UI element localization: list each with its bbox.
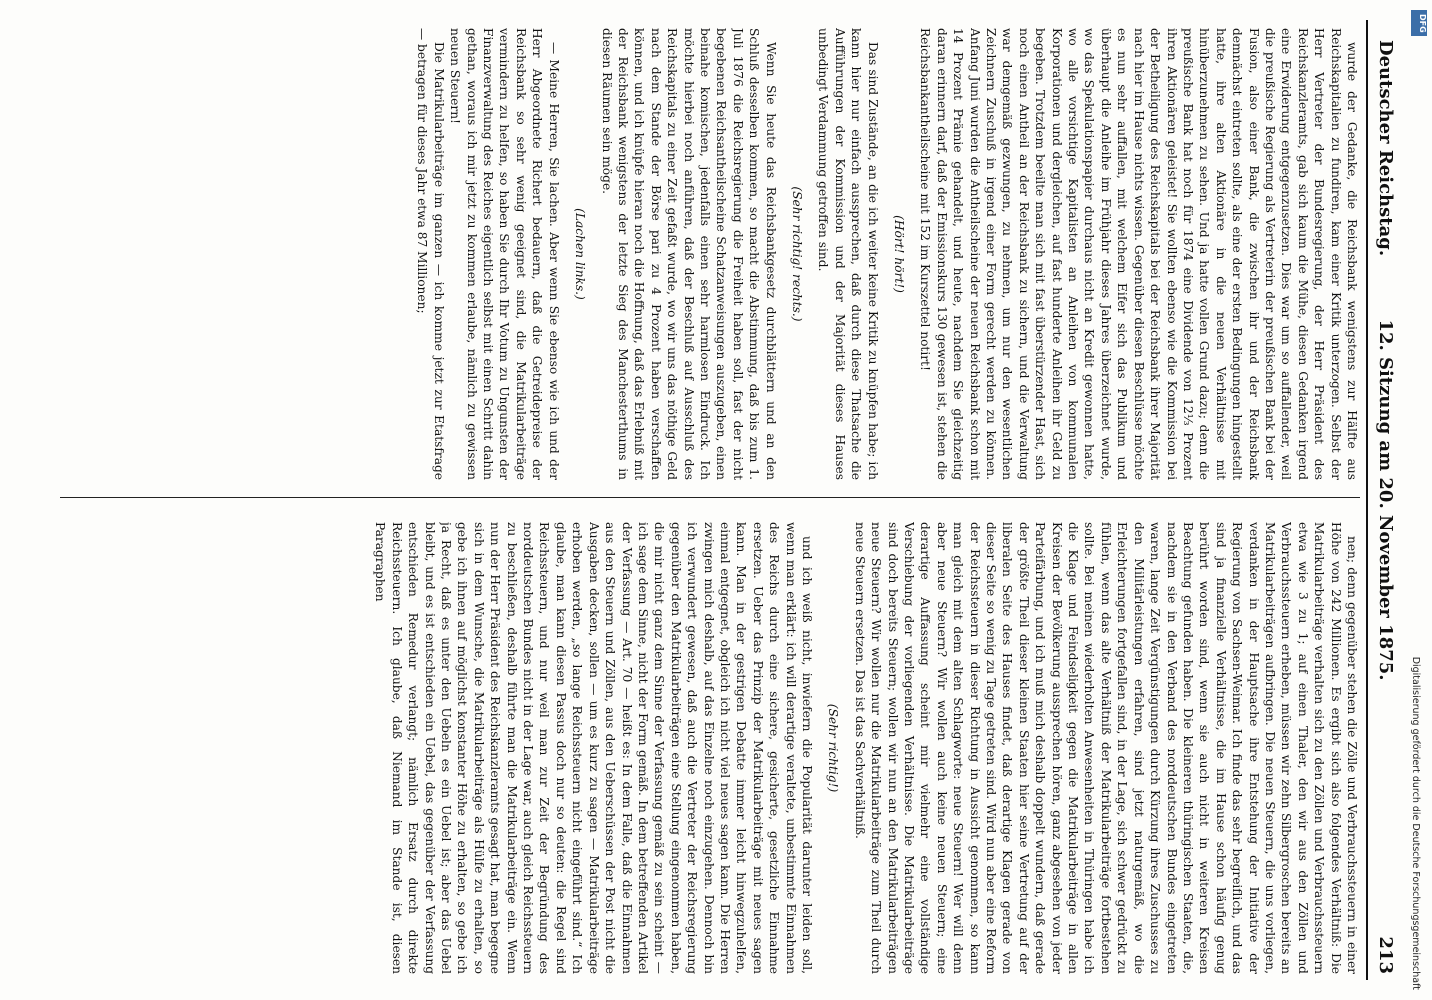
paragraph: — Meine Herren, Sie lachen. Aber wenn Sie ebenso wie ich und der Herr Abgeordnete Richert bedauern, daß die Getreidepreise der Reichsbank so sehr wenig geeignet sind, die Matrikularbeiträge vermindern zu helfen, so haben Sie durch Ihr Votum zu Ungunsten der Finanzverwaltung des Reiches eigentlich selbst mit einen Schritt dahin gethan, woraus ich mir jetzt zu kommen erlaube, nämlich zu gewissen neuen Steuern! <box>448 28 561 480</box>
interjection: (Sehr richtig!) <box>826 703 841 793</box>
paragraph: Die Matrikularbeiträge im ganzen — ich komme jetzt zur Etatsfrage — betragen für dieses Jahr etwa 87 Millionen; <box>415 28 446 480</box>
header-page-number: 213 <box>1375 936 1396 974</box>
paragraph: wurde der Gedanke, die Reichsbank wenigstens zur Hälfte aus Reichskapitalien zu fundiren, kam einer Kritik unterzogen. Selbst der Herr Vertreter der Bundesregierung, der Herr Präsident des Reichskanzleramts, gab sich kaum die Mühe, diesen Gedanken irgend eine Erwiderung entgegenzusetzen. Dies war um so auffallender, weil die preußische Regierung als Vertreterin der preußischen Bank bei der Fusion, also einer Bank, die zwischen ihr und der Reichsbank demnächst eintreten sollte, als eine der ersten Bedingungen hingestellt hatte, ihre alten Aktionäre in die neuen Verhältnisse mit hinüberzunehmen zu sehen. Und ja hatte vollen Grund dazu; denn die preußische Bank hat noch für 1874 eine Dividende von 12⅓ Prozent ihren Aktionären geleistet! Sie wollten ebenso wie die Kommission bei der Betheiligung des Reichskapitals bei der Reichsbank ihrer Majorität nach hier im Hause nichts wissen. Gegenüber diesen Beschlüsse möchte es nun sehr auffallen, mit welchem Eifer sich das Publikum und überhaupt die Anleihe im Frühjahr dieses Jahres überzeichnet wurde, wo das Spekulationspapier durchaus nicht an Kredit gewonnen hatte, wo alle vorsichtige Kapitalisten an Anleihen von kommunalen Korporationen und dergleichen, auf fast hunderte Anleihen ihr Geld zu begeben. Trotzdem beeilte man sich mit fast überstürzender Hast, sich noch einen Antheil an der Reichsbank zu sichern, und die Verwaltung war demgemäß gezwungen, zu nehmen, um nur den wesentlichen Zeichnern Zuschuß in irgend einer Form gerecht werden zu können. Anfang Juni wurden die Antheilscheine der neuen Reichsbank schon mit 14 Prozent Prämie gehandelt, und heute, nachdem Sie gleichzeitig daran erinnern darf, daß der Emissionskurs 130 gewesen ist, stehen die Reichsbankantheilscheine mit 152 im Kurszettel notirt! <box>918 28 1359 480</box>
column-divider <box>60 497 1360 498</box>
right-column <box>50 522 1360 974</box>
paragraph: Das sind Zustände, an die ich weiter keine Kritik zu knüpfen habe; ich kann hier nur einfach aussprechen, daß durch diese Thatsache die Aufführungen der Kommission und der Majorität dieses Hauses unbedingt Verdammung getroffen sind. <box>816 28 880 480</box>
interjection: (Hört! hört!) <box>892 215 907 293</box>
left-column <box>50 28 1360 480</box>
paragraph: Wenn Sie heute das Reichsbankgesetz durchblättern und an den Schluß desselben kommen, so macht die Abstimmung, daß bis zum 1. Juli 1876 die Reichsregierung die Freiheit haben soll, fast der nicht begebenen Reichsantheilscheine Schatzanweisungen auszugeben, einen beinahe komischen, jedenfalls einen sehr harmlosen Eindruck. Ich möchte hierbei noch anführen, daß der Beschluß auf Ausschluß des Reichskapitals zu einer Zeit gefaßt wurde, wo wir uns das nöthige Geld nach dem Stande der Börse pari zu 4 Prozent haben verschaffen können, und ich knüpfe hieran noch die Hoffnung, daß das Erlebniß mit der Reichsbank wenigstens der letzte Sieg des Manchesterthums in diesen Räumen sein möge. <box>599 28 778 480</box>
paragraph: nen; denn gegenüber stehen die Zölle und Verbrauchssteuern in einer Höhe von 242 Millionen. Es ergibt sich also folgendes Verhältniß: Die Matrikularbeiträge verhalten sich zu den Zöllen und Verbrauchssteuern etwa wie 3 zu 1; auf einen Thaler, den wir aus den Zöllen und Verbrauchssteuern erheben, müssen wir zehn Silbergroschen bereits an Matrikularbeiträgen aufbringen. Die neuen Steuern, die uns vorliegen, verdanken in der Hauptsache ihre Entstehung der Initiative der Regierung von Sachsen-Weimar. Ich finde das sehr begreiflich, und das sind ja finanzielle Verhältnisse, die im Hause schon häufig genug berührt worden sind, wenn sie auch nicht in weiteren Kreisen Beachtung gefunden haben. Die kleineren thüringischen Staaten, die, nachdem sie in den Verband des norddeutschen Bundes eingetreten waren, lange Zeit Vergünstigungen durch Kürzung ihres Zuschusses zu den Militärleistungen erfahren, sind jetzt naturgemäß, wo die Erleichterungen fortgefallen sind, in der Lage, sich schwer gedrückt zu fühlen, wenn das alte Verhältniß der Matrikularbeiträge fortbestehen sollte. Bei meinen wiederholten Anwesenheiten in Thüringen habe ich die Klage und Feindseligkeit gegen die Matrikularbeiträge in allen Kreisen der Bevölkerung aussprechen hören, ganz abgesehen von jeder Parteifärbung, und ich muß mich deshalb doppelt wundern, daß gerade der größte Theil dieser kleinen Staaten hier seine Vertretung auf der liberalen Seite des Hauses findet, daß derartige Klagen gerade von dieser Seite so wenig zu Tage getreten sind. Wird nun aber eine Reform der Reichssteuern in dieser Richtung in Aussicht genommen, so kann man gleich mit dem alten Schlagworte: neue Steuern! Wer will denn aber neue Steuern? Wir wollen auch keine neuen Steuern; eine derartige Auffassung scheint mir vielmehr eine vollständige Verschiebung der vorliegenden Verhältnisse. Die Matrikularbeiträge sind doch bereits Steuern; wollen wir nun an den Matrikularbeiträgen neue Steuern? Wir wollen nur die Matrikularbeiträge zum Theil durch neue Steuern ersetzen. Das ist das Sachverhältniß. <box>852 522 1359 974</box>
interjection: (Sehr richtig! rechts.) <box>790 186 804 322</box>
credit-text: Digitalisierung gefördert durch die Deutsche Forschungsgemeinschaft <box>1410 656 1421 990</box>
interjection: (Lachen links.) <box>573 208 588 300</box>
paragraph: und ich weiß nicht, inwiefern die Popularität darunter leiden soll, wenn man erklärt: ich will derartige veraltete, unbestimmte Einnahmen des Reichs durch eine sichere, gesicherte, gesetzliche Einnahme ersetzen. Ueber das Prinzip der Matrikularbeiträge mit neues sagen kann. Man in der gestrigen Debatte immer leicht hinwegzuhelfen, einmal entgegnet, obgleich ich nicht viel neues sagen kann. Die Herren zwingen mich deshalb, auf das Einzelne noch einzugehen. Dennoch bin ich verwundert gewesen, daß auch die Vertreter der Reichsregierung gegenüber den Matrikularbeiträgen eine Stellung eingenommen haben, die mir nicht ganz dem Sinne der Verfassung gemäß zu sein scheint — ich sage dem Sinne, nicht der Form gemäß. In dem betreffenden Artikel der Verfassung — Art. 70 — heißt es: In dem Falle, daß die Einnahmen aus den Steuern und Zöllen, aus den Ueberschüssen der Post nicht die Ausgaben decken, sollen — um es kurz zu sagen — Matrikularbeiträge erhoben werden, „so lange Reichssteuern nicht eingeführt sind.“ Ich glaube, man kann diesen Passus doch nur so deuten: die Regel sind Reichssteuern, und nur weil man zur Zeit der Begründung des norddeutschen Bundes nicht in der Lage war, auch gleich Reichssteuern zu beschließen, deshalb führte man die Matrikularbeiträge ein. Wenn nun der Herr Präsident des Reichskanzleramts gesagt hat, man begegne sich in dem Wunsche, die Matrikularbeiträge als Hülfe zu erhalten, so gebe ich ihnen auf möglichst konstanter Höhe zu erhalten, so gebe ich ja Recht, daß es unter den Uebeln es ein Uebel ist; aber das Uebel bleibt, und es ist entschieden ein Uebel, das gegenüber der Verfassung entschieden Remedur verlangt; nämlich Ersatz durch direkte Reichssteuern. Ich glaube, daß Niemand im Stande ist, diesen Paragraphen <box>373 522 814 974</box>
page-header <box>1366 20 1398 980</box>
dfg-logo: DFG <box>1411 10 1427 36</box>
header-journal-title: Deutscher Reichstag. <box>1375 40 1396 257</box>
digitization-credit <box>1405 10 1429 990</box>
header-session-date: 12. Sitzung am 20. November 1875. <box>1375 319 1396 681</box>
